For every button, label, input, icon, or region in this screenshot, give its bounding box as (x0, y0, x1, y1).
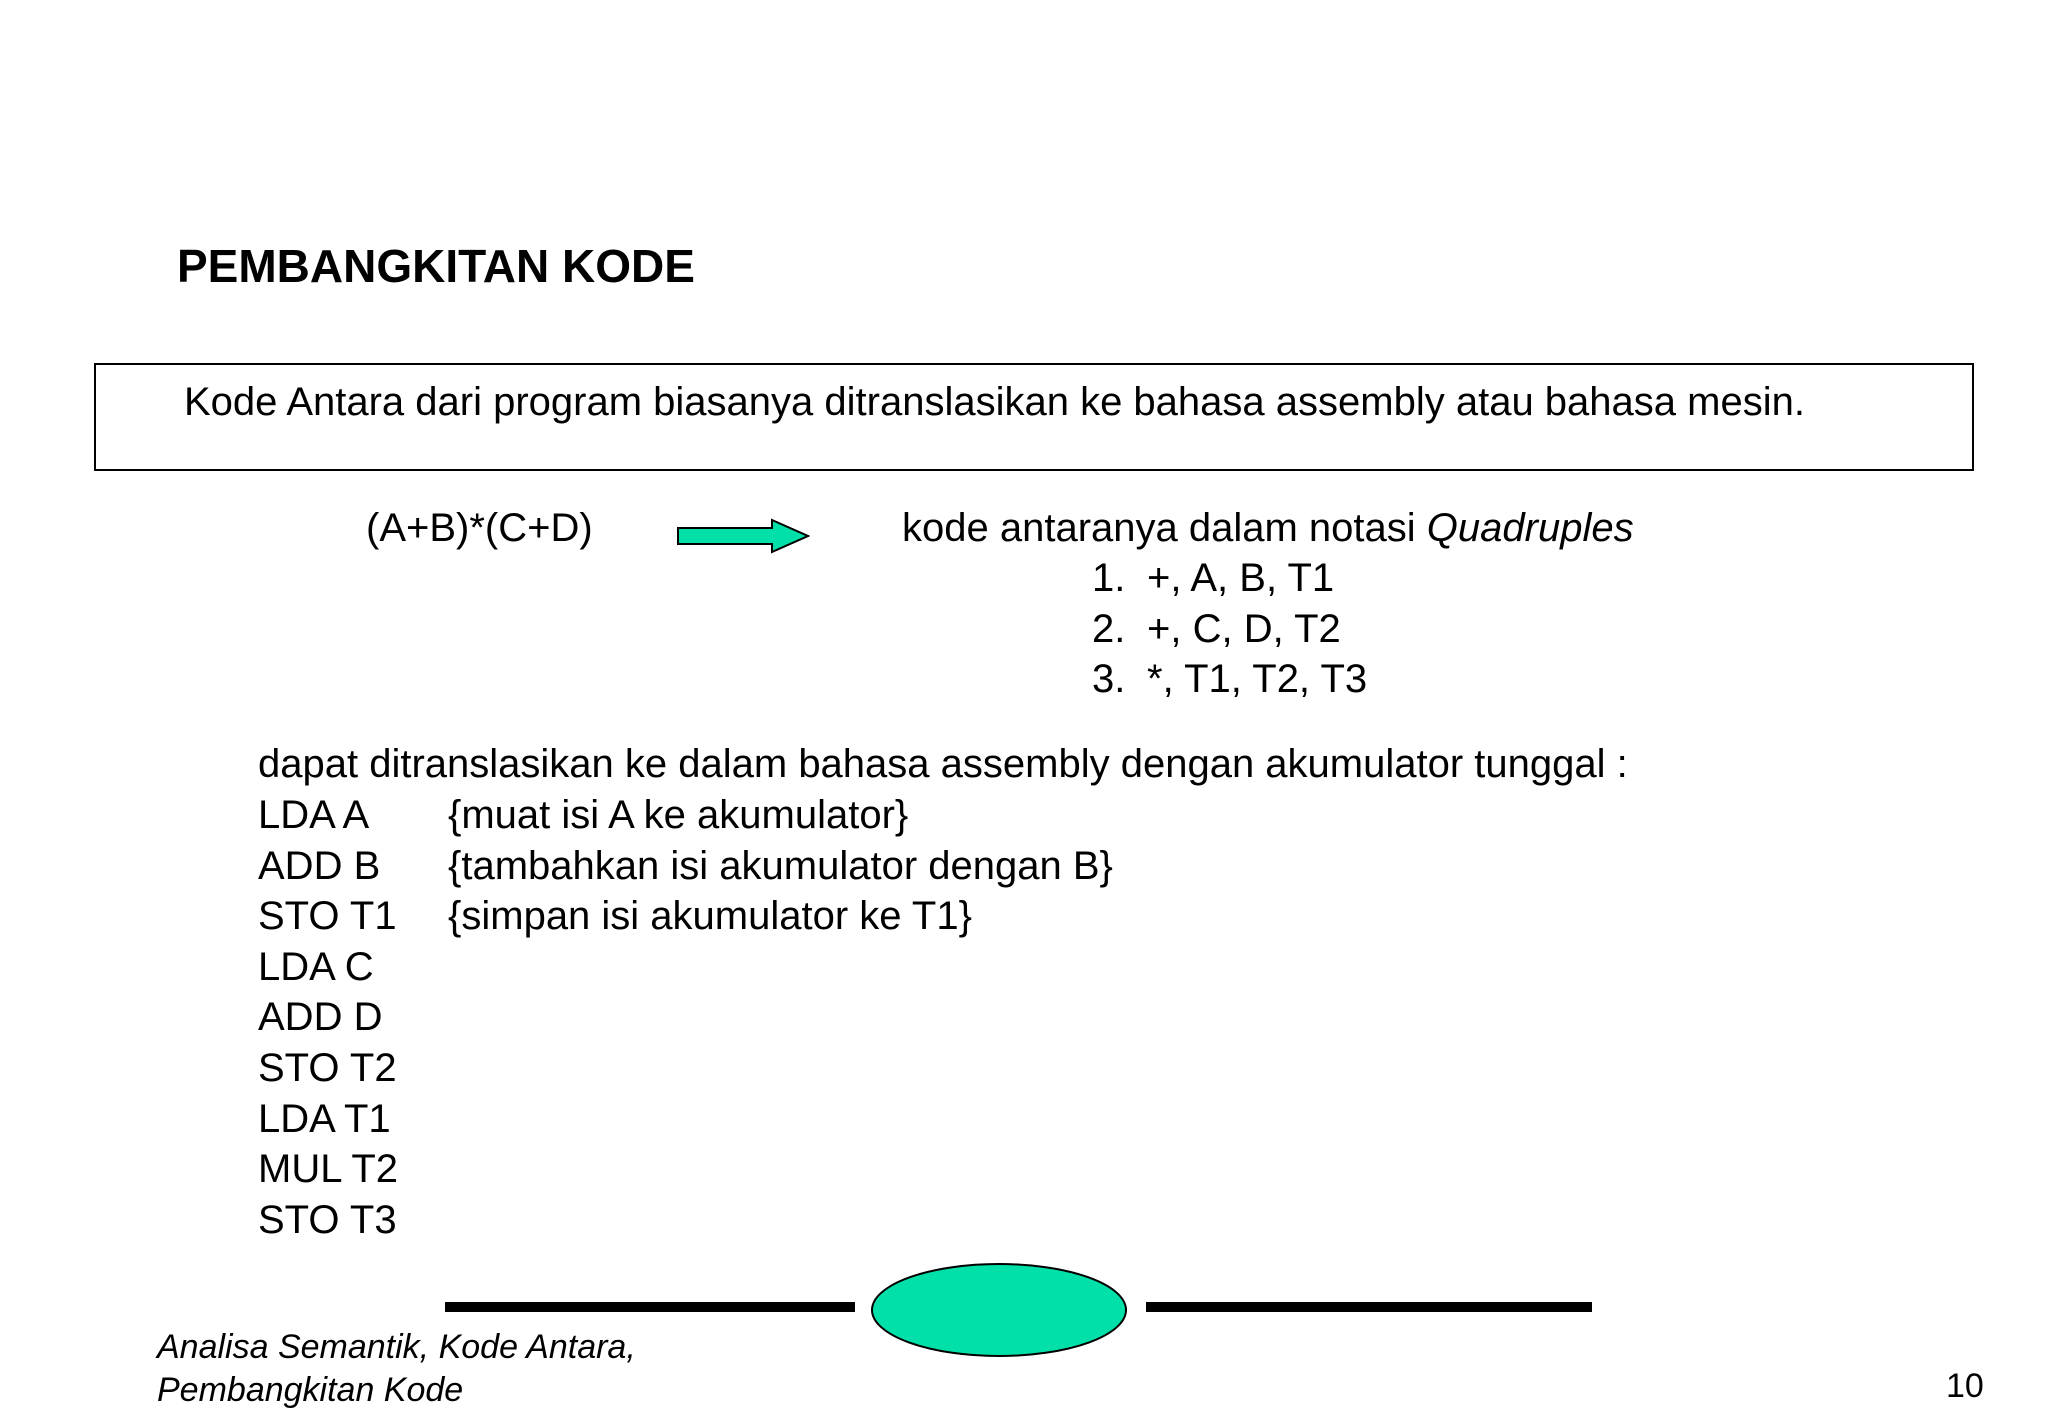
list-item-text: +, C, D, T2 (1147, 606, 1341, 651)
ellipse-ornament (870, 1262, 1128, 1358)
assembly-line (258, 992, 1113, 1043)
assembly-instruction: STO T3 (258, 1197, 397, 1242)
assembly-instruction: LDA C (258, 944, 374, 989)
list-item-number: 2. (1092, 606, 1126, 651)
assembly-line (258, 1094, 1113, 1145)
assembly-instruction: LDA A (258, 793, 370, 837)
assembly-line (258, 891, 1113, 942)
list-item-text: +, A, B, T1 (1147, 556, 1335, 600)
assembly-comment: {simpan isi akumulator ke T1} (448, 894, 972, 939)
assembly-instruction: LDA T1 (258, 1096, 391, 1141)
assembly-line (258, 841, 1113, 892)
footer-caption-line: Pembangkitan Kode (157, 1371, 464, 1409)
footer-caption-line: Analisa Semantik, Kode Antara, (157, 1328, 636, 1366)
quadruples-heading-text: kode antaranya dalam notasi (902, 506, 1427, 550)
list-item (1092, 654, 1367, 705)
slide-title: PEMBANGKITAN KODE (177, 240, 695, 292)
footer-divider-left (445, 1302, 855, 1312)
assembly-line (258, 790, 1113, 841)
intro-text: Kode Antara dari program biasanya ditranslasikan ke bahasa assembly atau bahasa mesin. (184, 380, 1805, 424)
list-item-number: 3. (1092, 657, 1126, 701)
assembly-list (258, 790, 1113, 1245)
list-item (1092, 604, 1367, 655)
assembly-instruction: MUL T2 (258, 1147, 399, 1192)
assembly-comment: {muat isi A ke akumulator} (448, 793, 909, 837)
page-number: 10 (1946, 1367, 1984, 1405)
assembly-line (258, 1043, 1113, 1094)
assembly-instruction: ADD D (258, 995, 383, 1040)
list-item-text: *, T1, T2, T3 (1147, 657, 1368, 701)
footer-divider-right (1146, 1302, 1592, 1312)
list-item (1092, 553, 1367, 604)
assembly-line (258, 1144, 1113, 1195)
assembly-instruction: ADD B (258, 843, 381, 888)
quadruples-heading-em: Quadruples (1426, 506, 1634, 550)
footer-caption (157, 1326, 636, 1412)
assembly-instruction: STO T2 (258, 1045, 397, 1090)
assembly-line (258, 1195, 1113, 1246)
quadruples-heading (902, 504, 1634, 552)
assembly-intro: dapat ditranslasikan ke dalam bahasa assembly dengan akumulator tunggal : (258, 742, 1628, 786)
assembly-comment: {tambahkan isi akumulator dengan B} (448, 843, 1113, 888)
right-arrow-icon (676, 518, 810, 554)
list-item-number: 1. (1092, 556, 1126, 600)
assembly-line (258, 942, 1113, 993)
quadruples-list (1092, 553, 1367, 705)
assembly-instruction: STO T1 (258, 894, 397, 939)
expression: (A+B)*(C+D) (366, 506, 593, 550)
